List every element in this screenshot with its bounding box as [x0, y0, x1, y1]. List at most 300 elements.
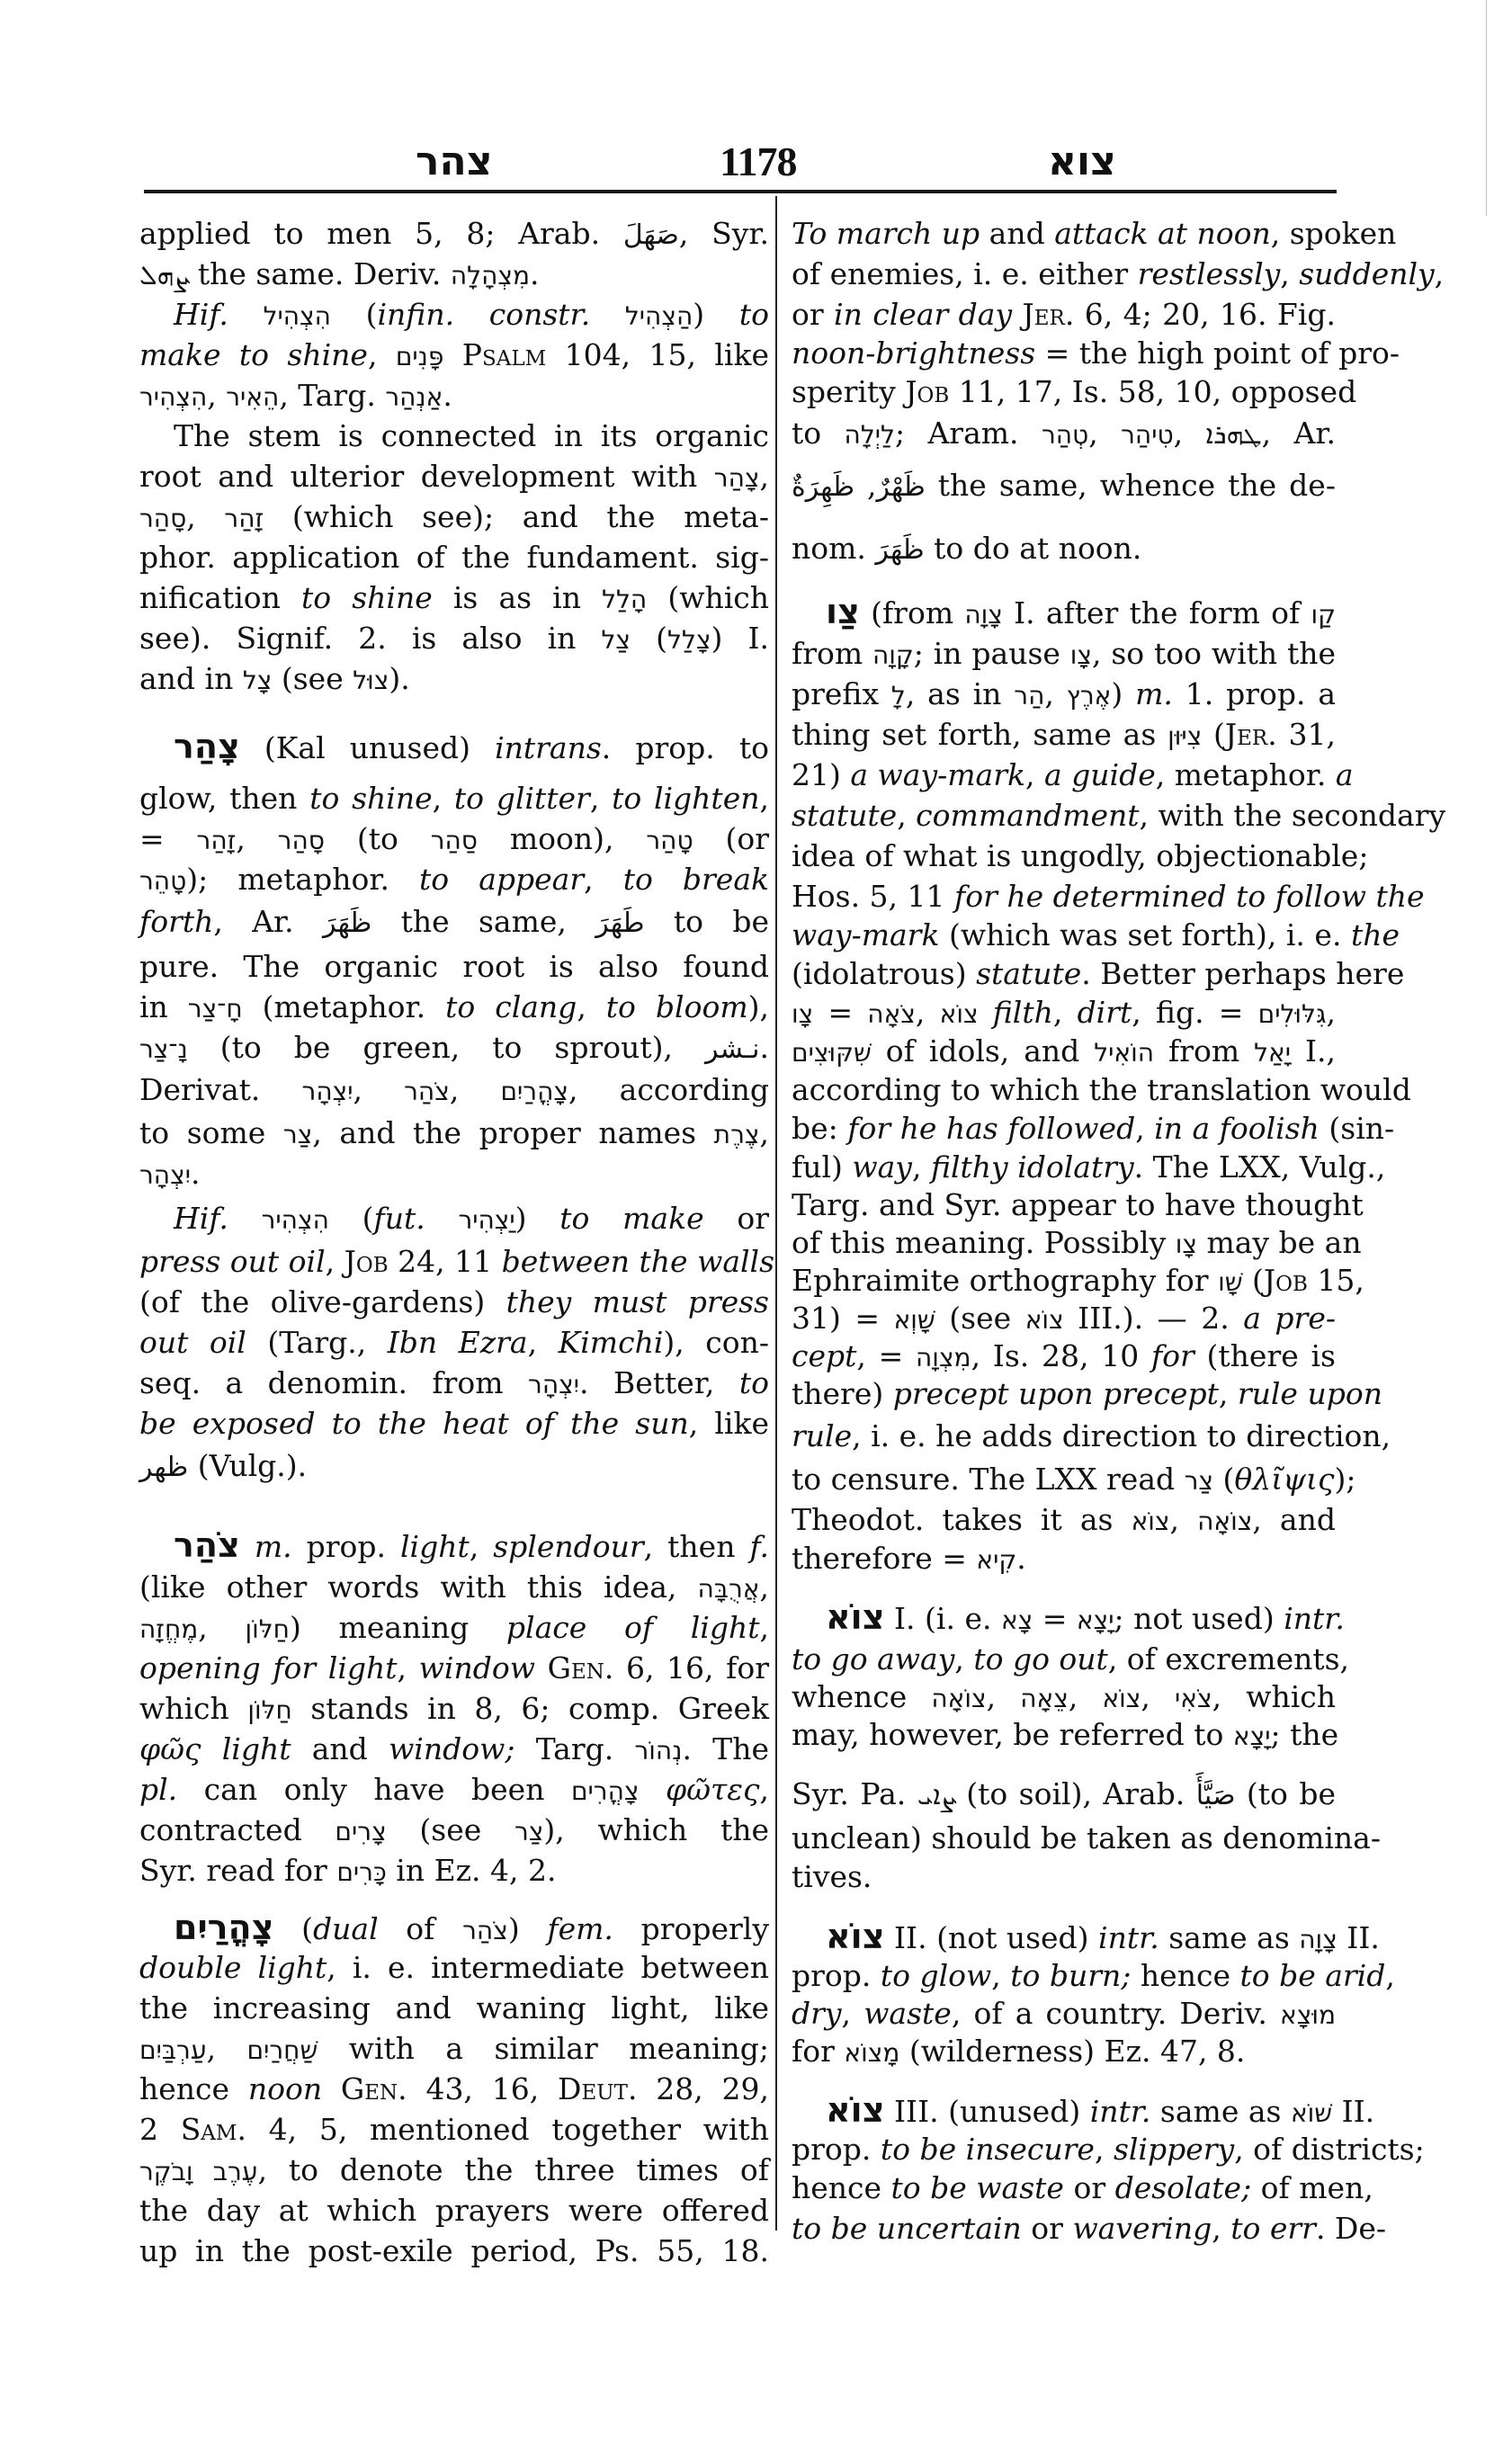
hebrew-word: נָ־צַר: [139, 1034, 188, 1064]
text-segment: same as: [1159, 1920, 1300, 1955]
text-segment: out oil: [139, 1325, 246, 1360]
text-line: [139, 378, 769, 416]
text-segment: window: [418, 1650, 535, 1685]
hebrew-word: הַר: [1014, 681, 1045, 711]
hebrew-word: מֶחֱזָה: [139, 1614, 199, 1644]
text-segment: (see: [272, 661, 353, 696]
text-segment: rule upon: [1237, 1376, 1382, 1411]
text-segment: (like other words with this idea,: [139, 1569, 698, 1605]
hebrew-word: טָהַר: [646, 826, 693, 855]
text-segment: or: [1021, 2211, 1073, 2246]
text-segment: intr.: [1284, 1601, 1345, 1636]
text-segment: may be an: [1196, 1225, 1362, 1260]
text-line: [792, 1502, 1336, 1540]
text-segment: ,: [1434, 256, 1445, 291]
text-line: [792, 2170, 1373, 2206]
text-line: [792, 1597, 1345, 1639]
text-segment: ,: [854, 468, 877, 503]
headword: צוֹא: [826, 1597, 885, 1637]
text-segment: of enemies, i. e. either: [792, 256, 1138, 291]
hebrew-word: מִצְהָלָה: [450, 261, 530, 291]
text-segment: ,: [911, 1149, 931, 1185]
text-segment: 31,: [1276, 717, 1336, 752]
text-segment: in clear day: [834, 297, 1013, 332]
text-segment: filth: [992, 995, 1053, 1030]
text-segment: cept: [792, 1338, 857, 1373]
hebrew-word: צוֹא: [1131, 1507, 1170, 1536]
page-edge-mark: [1486, 0, 1487, 216]
text-segment: to lighten: [612, 781, 760, 816]
hebrew-word: צֹאָה: [867, 999, 916, 1029]
text-segment: ): [1111, 676, 1136, 711]
text-segment: Ibn Ezra: [387, 1325, 528, 1360]
text-segment: , Ar.: [213, 904, 324, 939]
text-segment: filthy idolatry: [930, 1149, 1134, 1185]
text-segment: contracted: [139, 1812, 336, 1847]
text-segment: from: [792, 636, 872, 671]
text-segment: which: [139, 1691, 248, 1726]
text-segment: or: [792, 297, 835, 332]
text-segment: noon-brightness: [792, 335, 1036, 371]
text-segment: and in: [139, 661, 243, 696]
hebrew-word: כָּרִים: [336, 1857, 387, 1887]
text-segment: ,: [527, 1325, 559, 1360]
text-segment: [590, 297, 625, 332]
column-divider: [775, 196, 777, 2231]
text-line: [139, 418, 769, 454]
text-segment: II.: [1332, 2094, 1375, 2129]
text-line: [139, 256, 769, 294]
hebrew-word: מוּצָא: [1280, 2000, 1336, 2030]
text-segment: for he determined to follow the: [954, 879, 1425, 914]
page-number: 1178: [720, 139, 797, 184]
text-line: [792, 717, 1336, 755]
text-segment: restlessly: [1137, 256, 1281, 291]
text-segment: sperity: [792, 374, 906, 409]
text-segment: commandment: [916, 798, 1140, 833]
text-segment: dirt: [1077, 995, 1132, 1030]
text-segment: [228, 297, 264, 332]
text-segment: Gen.: [547, 1650, 614, 1685]
text-segment: of men,: [1251, 2170, 1373, 2205]
text-segment: (to be: [1235, 1776, 1336, 1811]
text-line: [139, 621, 769, 658]
text-segment: stands in 8, 6; comp. Greek: [291, 1691, 770, 1726]
text-segment: (: [1202, 717, 1225, 752]
text-segment: , of districts;: [1234, 2132, 1425, 2167]
text-segment: (which was set forth), i. e.: [939, 917, 1351, 952]
text-segment: .: [443, 378, 452, 413]
text-line: [792, 1717, 1339, 1755]
text-segment: ,: [198, 1610, 246, 1645]
text-line: [792, 1462, 1356, 1499]
text-segment: Sam.: [180, 2112, 246, 2147]
text-segment: to go out: [973, 1641, 1108, 1677]
text-segment: of idols, and: [871, 1033, 1095, 1069]
text-segment: ,: [954, 1641, 974, 1677]
text-segment: 28, 29,: [637, 2071, 769, 2106]
hebrew-word: צַר: [282, 1120, 313, 1149]
text-line: [792, 416, 1336, 453]
text-segment: ,: [577, 989, 606, 1024]
text-segment: ful): [792, 1149, 853, 1185]
text-segment: ): [693, 297, 739, 332]
arabic-syriac-word: ܨܗܠ: [139, 260, 189, 291]
text-line: [139, 499, 769, 537]
hebrew-word: הִצְהִיר: [261, 1205, 329, 1235]
hebrew-word: צֹאִי: [1175, 1684, 1212, 1713]
text-segment: (which see); and the meta-: [264, 499, 769, 534]
text-segment: the: [1350, 917, 1400, 952]
text-segment: ) meaning: [289, 1610, 506, 1645]
hebrew-word: שַׁחֲרַיִם: [246, 2035, 318, 2065]
text-segment: hence: [792, 2170, 891, 2205]
text-segment: to be arid: [1239, 1958, 1386, 1993]
text-segment: 104, 15, like: [546, 337, 769, 372]
text-segment: .: [530, 256, 540, 291]
text-segment: fem.: [547, 1911, 613, 1946]
text-segment: and: [291, 1731, 389, 1766]
hebrew-word: אַנְהַר: [385, 382, 443, 412]
hebrew-word: יִצְהָר: [528, 1370, 580, 1399]
text-segment: ): [507, 1911, 548, 1946]
text-segment: , metaphor.: [1155, 757, 1336, 792]
text-line: [792, 1418, 1391, 1454]
text-segment: glow, then: [139, 781, 310, 816]
text-segment: [240, 1529, 255, 1564]
text-segment: a way-mark: [850, 757, 1025, 792]
text-segment: m.: [254, 1529, 292, 1564]
text-segment: intr.: [1098, 1920, 1159, 1955]
text-segment: according to which the translation would: [792, 1072, 1411, 1107]
hebrew-word: יָאַל: [1254, 1038, 1292, 1068]
text-segment: or: [1063, 2170, 1115, 2205]
text-segment: Ephraimite orthography for: [792, 1263, 1219, 1298]
text-segment: they must press: [505, 1284, 769, 1319]
text-segment: to be waste: [890, 2170, 1064, 2205]
text-line: [139, 949, 769, 985]
text-segment: for: [1150, 1338, 1194, 1373]
text-line: [139, 1448, 769, 1486]
hebrew-word: סָהַר: [139, 504, 187, 533]
text-segment: III. (unused): [884, 2094, 1090, 2129]
text-segment: =: [139, 821, 197, 856]
text-line: [139, 862, 769, 899]
text-segment: may, however, be referred to: [792, 1717, 1233, 1752]
text-segment: ,: [1052, 995, 1078, 1030]
text-segment: statute: [792, 798, 898, 833]
text-line: [139, 1365, 769, 1403]
hebrew-word: יִצְהָר: [139, 1160, 191, 1190]
text-segment: the same. Deriv.: [188, 256, 451, 291]
text-segment: ,: [897, 798, 917, 833]
text-segment: Job: [1263, 1263, 1308, 1298]
text-segment: ): [514, 1201, 560, 1236]
text-segment: , i. e. he adds direction to direction,: [852, 1418, 1391, 1453]
text-segment: of: [378, 1911, 463, 1946]
text-line: [139, 661, 769, 699]
hebrew-word: קִיא: [976, 1545, 1017, 1575]
text-segment: .: [190, 1156, 201, 1191]
text-line: [792, 2132, 1425, 2168]
text-line: [792, 1149, 1386, 1185]
text-line: [792, 297, 1336, 333]
text-segment: Hif.: [174, 297, 228, 332]
hebrew-word: פָּנִים: [395, 342, 444, 371]
text-segment: the day at which prayers were offered: [139, 2193, 769, 2228]
text-segment: up in the post-exile period, Ps. 55, 18.: [139, 2233, 769, 2268]
text-segment: ),: [747, 989, 769, 1024]
text-line: [792, 216, 1397, 252]
hebrew-word: צֶרֶת: [713, 1120, 760, 1149]
text-segment: applied to men 5, 8; Arab.: [139, 216, 623, 251]
text-segment: 31) =: [792, 1301, 894, 1336]
text-segment: desolate;: [1114, 2170, 1252, 2205]
text-segment: 4, 5, mentioned together with: [246, 2112, 769, 2147]
hebrew-word: צָו: [1069, 640, 1093, 670]
text-segment: fut.: [373, 1201, 425, 1236]
headword: צָהַר: [174, 727, 240, 766]
arabic-syriac-word: ظَهَرَ: [875, 534, 925, 566]
text-line: [792, 1263, 1364, 1301]
text-line: [792, 1225, 1362, 1263]
text-segment: , with the secondary: [1139, 798, 1446, 833]
text-segment: statute: [976, 956, 1082, 991]
text-line: [139, 1812, 769, 1850]
text-line: [139, 821, 769, 859]
text-segment: = the high point of pro-: [1035, 335, 1400, 371]
text-line: [792, 838, 1369, 874]
text-segment: , of excrements,: [1107, 1641, 1350, 1677]
text-segment: (to: [324, 821, 431, 856]
text-segment: a pre-: [1243, 1301, 1336, 1336]
text-line: [139, 2031, 769, 2069]
arabic-syriac-word: طَهَرَ: [595, 908, 645, 939]
text-segment: moon),: [477, 821, 647, 856]
text-segment: φῶτες: [666, 1772, 760, 1807]
text-line: [139, 1950, 769, 1986]
text-segment: prop.: [291, 1529, 400, 1564]
text-segment: 6, 4; 20, 16. Fig.: [1074, 297, 1336, 332]
text-segment: ,: [986, 1679, 1021, 1714]
text-line: [139, 540, 769, 576]
text-segment: 43, 16,: [407, 2071, 558, 2106]
hebrew-word: הִצְהִיל: [263, 301, 331, 331]
text-segment: dry: [792, 1996, 842, 2031]
text-segment: with a similar meaning;: [318, 2031, 769, 2066]
text-segment: whence: [792, 1679, 932, 1714]
text-segment: Gen.: [340, 2071, 407, 2106]
text-segment: (: [330, 297, 378, 332]
hebrew-word: סָהַר: [277, 826, 325, 855]
text-line: [139, 904, 769, 942]
text-segment: hence: [139, 2071, 248, 2106]
text-line: [792, 1072, 1411, 1108]
text-segment: seq. a denomin. from: [139, 1365, 529, 1400]
text-segment: way: [852, 1149, 912, 1185]
hebrew-word: שָׁוְא: [893, 1305, 935, 1335]
text-segment: φῶς light: [139, 1731, 291, 1766]
text-segment: ), which the: [543, 1812, 769, 1847]
text-line: [792, 757, 1354, 793]
text-line: [792, 1033, 1336, 1071]
text-segment: be exposed to the heat of the sun: [139, 1406, 689, 1441]
hebrew-word: הֵאִיר: [226, 382, 280, 412]
text-line: [139, 2112, 769, 2148]
hebrew-word: הָלַל: [602, 585, 648, 614]
text-segment: Deut.: [557, 2071, 638, 2106]
text-line: [792, 1917, 1380, 1958]
hebrew-word: טְהַר: [1041, 420, 1089, 450]
text-segment: Targ. and Syr. appear to have thought: [792, 1187, 1364, 1222]
text-segment: =: [1033, 1601, 1077, 1636]
text-segment: , then: [643, 1529, 750, 1564]
text-segment: (which: [647, 580, 769, 615]
text-segment: To march up: [792, 216, 980, 251]
text-segment: , like: [688, 1406, 769, 1441]
text-segment: intr.: [1089, 2094, 1151, 2129]
text-segment: ,: [841, 1996, 864, 2031]
text-segment: , of a country. Deriv.: [951, 1996, 1281, 2031]
text-segment: =: [813, 995, 868, 1030]
text-segment: [322, 2071, 341, 2106]
text-line: [792, 335, 1400, 371]
text-segment: can only have been: [177, 1772, 571, 1807]
text-segment: properly: [613, 1911, 769, 1946]
hebrew-word: שָׁו: [1218, 1267, 1243, 1297]
text-segment: to censure. The LXX read: [792, 1462, 1185, 1497]
hebrew-word: צֹהַר: [404, 1077, 450, 1106]
text-segment: (see: [935, 1301, 1025, 1336]
text-segment: [228, 1201, 262, 1236]
text-segment: pure. The organic root is also found: [139, 949, 769, 984]
hebrew-word: עֶרֶב וָבֹקֶר: [139, 2157, 258, 2186]
text-segment: ), con-: [663, 1325, 770, 1360]
text-line: [792, 1820, 1381, 1856]
text-segment: a guide: [1043, 757, 1156, 792]
text-line: [139, 337, 769, 375]
text-line: [139, 1853, 769, 1891]
text-segment: unclean) should be taken as denomina-: [792, 1820, 1381, 1855]
text-segment: attack at noon: [1054, 216, 1271, 251]
text-segment: Syr. read for: [139, 1853, 337, 1888]
text-segment: ,: [1094, 2132, 1114, 2167]
text-segment: and: [980, 216, 1055, 251]
text-line: [139, 2071, 769, 2107]
text-segment: the same, whence the de-: [925, 468, 1336, 503]
text-segment: (Vulg.).: [188, 1448, 308, 1483]
headword: צֹהַר: [174, 1525, 240, 1565]
text-segment: Hif.: [174, 1201, 228, 1236]
text-segment: , so too with the: [1092, 636, 1337, 671]
text-line: [792, 2211, 1387, 2247]
text-segment: to bloom: [605, 989, 748, 1024]
text-segment: to be: [644, 904, 769, 939]
text-line: [139, 216, 769, 254]
text-segment: . De-: [1315, 2211, 1387, 2246]
text-segment: . The: [682, 1731, 769, 1766]
hebrew-word: טִיהַר: [1121, 420, 1174, 450]
text-line: [139, 459, 769, 496]
text-segment: splendour: [493, 1529, 644, 1564]
text-segment: hence: [1131, 1958, 1240, 1993]
hebrew-word: שׁוֹא: [1290, 2098, 1333, 2128]
text-segment: ,: [1044, 676, 1067, 711]
text-segment: (metaphor.: [242, 989, 446, 1024]
hebrew-word: צִיּוּן: [1168, 721, 1203, 751]
text-segment: of this meaning. Possibly: [792, 1225, 1176, 1260]
text-segment: (see: [386, 1812, 514, 1847]
hebrew-word: צָא: [1000, 1605, 1033, 1635]
hebrew-word: טָהֵר: [139, 866, 187, 896]
hebrew-word: צַר: [1184, 1466, 1214, 1496]
hebrew-word: יָצָא: [1232, 1721, 1271, 1751]
text-segment: ,: [759, 1772, 769, 1807]
text-line: [792, 1376, 1382, 1412]
hebrew-word: קַו: [1311, 600, 1336, 630]
text-segment: thing set forth, same as: [792, 717, 1168, 752]
text-segment: ,: [759, 1115, 769, 1150]
hebrew-word: צָל: [242, 666, 273, 695]
text-segment: prop.: [792, 2132, 881, 2167]
text-segment: pl.: [139, 1772, 178, 1807]
text-segment: to glitter: [453, 781, 590, 816]
text-segment: press out oil: [139, 1244, 326, 1279]
text-segment: way-mark: [792, 917, 940, 952]
text-line: [792, 1958, 1395, 1994]
text-segment: ,: [584, 862, 623, 897]
text-segment: 15,: [1307, 1263, 1364, 1298]
text-line: [792, 1338, 1336, 1376]
hebrew-word: צָוָה: [1299, 1925, 1338, 1954]
text-segment: II.: [1337, 1920, 1380, 1955]
text-segment: (of the olive-gardens): [139, 1284, 506, 1319]
header-rule: [144, 190, 1337, 193]
hebrew-word: צֵאָה: [1020, 1684, 1069, 1713]
text-line: [792, 1859, 1336, 1895]
text-segment: [443, 337, 461, 372]
text-segment: .: [759, 1030, 769, 1065]
text-segment: a: [1335, 757, 1354, 792]
text-segment: 21): [792, 757, 851, 792]
text-segment: [979, 995, 993, 1030]
text-segment: m.: [1135, 676, 1173, 711]
text-segment: prefix: [792, 676, 891, 711]
headword: צוֹא: [826, 1917, 885, 1956]
text-segment: opening for light: [139, 1650, 398, 1685]
text-segment: Psalm: [461, 337, 547, 372]
text-segment: ,: [759, 781, 769, 816]
text-segment: to: [738, 297, 769, 332]
hebrew-word: שִׁקּוּצִים: [792, 1038, 872, 1068]
text-line: [139, 1990, 769, 2026]
text-line: [139, 729, 769, 766]
hebrew-word: לָ: [890, 681, 906, 711]
text-segment: to appear: [419, 862, 585, 897]
text-segment: ,: [1218, 1376, 1238, 1411]
hebrew-word: יָצָא: [1076, 1605, 1114, 1635]
text-line: [792, 531, 1336, 568]
text-segment: Syr. Pa.: [792, 1776, 917, 1811]
text-segment: dual: [313, 1911, 379, 1946]
text-segment: ,: [759, 459, 769, 494]
text-segment: , fig. =: [1132, 995, 1258, 1030]
text-segment: the same,: [371, 904, 596, 939]
text-segment: window;: [389, 1731, 515, 1766]
text-segment: to clang: [445, 989, 577, 1024]
arabic-syriac-word: صَهَلَ: [622, 219, 679, 251]
text-segment: 1. prop. a: [1172, 676, 1336, 711]
